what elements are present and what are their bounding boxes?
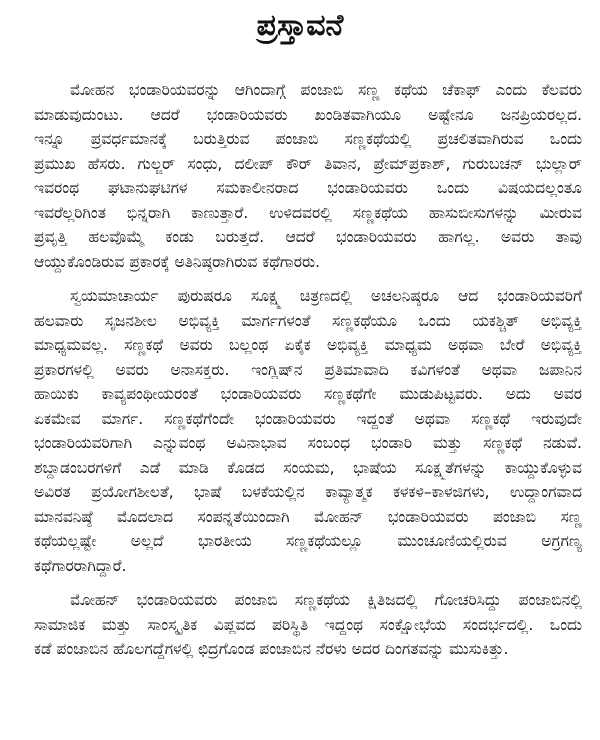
text-line: ಮಾಡುವುದುಂಟು. ಆದರೆ ಭಂಡಾರಿಯವರು ಖಂಡಿತವಾಗಿಯೂ ಅಷ್ಟೇನೂ ಜನಪ್ರಿಯರಲ್ಲದ. bbox=[34, 105, 582, 124]
text-line: ಆಯ್ದುಕೊಂಡಿರುವ ಪ್ರಕಾರಕ್ಕೆ ಅತಿನಿಷ್ಠರಾಗಿರುವ ಕಥೆಗಾರರು. bbox=[34, 252, 321, 271]
text-line: ಏಕಮೇವ ಮಾರ್ಗ. ಸಣ್ಣಕಥೆಗೆಂದೇ ಭಂಡಾರಿಯವರು ಇದ್ದಂತೆ ಅಥವಾ ಸಣ್ಣಕಥೆ ಇರುವುದೇ bbox=[34, 409, 582, 428]
text-line: ಸ್ವಯಮಾಚಾರ್ಯ ಪುರುಷರೂ ಸೂಕ್ಷ್ಮ ಚಿತ್ರಣದಲ್ಲಿ ಅಚಲನಿಷ್ಠರೂ ಆದ ಭಂಡಾರಿಯವರಿಗೆ bbox=[70, 287, 582, 305]
text-line: ಕಡೆ ಪಂಜಾಬಿನ ಹೊಲಗದ್ದೆಗಳಲ್ಲಿ ಛಿದ್ರಗೊಂಡ ಪಂಜಾಬಿನ ನೆರಳು ಅದರ ದಿಂಗತವನ್ನು ಮುಸುಕಿತ್ತು. bbox=[34, 640, 509, 658]
text-line: ಅವಿರತ ಪ್ರಯೋಗಶೀಲತೆ, ಭಾಷೆ ಬಳಕೆಯಲ್ಲಿನ ಕಾವ್ಯಾತ್ಮಕ ಕಳಕಳಿ–ಕಾಳಜಿಗಳು, ಉದ್ದಾಂಗವಾದ bbox=[34, 483, 582, 501]
paragraph bbox=[34, 78, 582, 274]
text-line: ಮೋಹನ ಭಂಡಾರಿಯವರನ್ನು ಆಗಿಂದಾಗ್ಗೆ ಪಂಜಾಬಿ ಸಣ್ಣ ಕಥೆಯ ಚೆಕಾಫ್ ಎಂದು ಕೆಲವರು bbox=[70, 81, 582, 99]
text-line: ಇವರಂಥ ಘಟಾನುಘಟಿಗಳ ಸಮಕಾಲೀನರಾದ ಭಂಡಾರಿಯವರು ಒಂದು ವಿಷಯದಲ್ಲಂತೂ bbox=[34, 179, 582, 197]
text-line: ಕಥೆಗಾರರಾಗಿದ್ದಾರೆ. bbox=[34, 556, 127, 575]
text-line: ಪ್ರಕಾರಗಳಲ್ಲಿ ಅವರು ಅನಾಸಕ್ತರು. ಇಂಗ್ಲಿಷ್‌ನ ಪ್ರತಿಮಾವಾದಿ ಕವಿಗಳಂತೆ ಅಥವಾ ಜಪಾನಿನ bbox=[34, 360, 582, 379]
text-line: ಮೋಹನ್ ಭಂಡಾರಿಯವರು ಪಂಜಾಬಿ ಸಣ್ಣಕಥೆಯ ಕ್ಷಿತಿಜದಲ್ಲಿ ಗೋಚರಿಸಿದ್ದು ಪಂಜಾಬಿನಲ್ಲಿ bbox=[70, 591, 582, 609]
text-line: ಹಾಯಿಕು ಕಾವ್ಯಪಂಥೀಯರಂತೆ ಭಂಡಾರಿಯವರು ಸಣ್ಣಕಥೆಗೇ ಮುಡುಪಿಟ್ಟವರು. ಅದು ಅವರ bbox=[34, 385, 582, 403]
text-line: ಇವರೆಲ್ಲರಿಗಿಂತ ಭಿನ್ನರಾಗಿ ಕಾಣುತ್ತಾರೆ. ಉಳಿದವರಲ್ಲಿ ಸಣ್ಣಕಥೆಯ ಹಾಸುಬೀಸುಗಳನ್ನು ಮೀರುವ bbox=[34, 203, 582, 222]
text-line: ಭಂಡಾರಿಯವರಿಗಾಗಿ ಎನ್ನುವಂಥ ಅವಿನಾಭಾವ ಸಂಬಂಧ ಭಂಡಾರಿ ಮತ್ತು ಸಣ್ಣಕಥೆ ನಡುವೆ. bbox=[34, 434, 582, 452]
paragraph bbox=[34, 284, 582, 578]
body-text bbox=[34, 78, 582, 662]
page-title: ಪ್ರಸ್ತಾವನೆ bbox=[256, 8, 344, 43]
text-line: ಶಬ್ದಾಡಂಬರಗಳಿಗೆ ಎಡೆ ಮಾಡಿ ಕೊಡದ ಸಂಯಮ, ಭಾಷೆಯ ಸೂಕ್ಷ್ಮತೆಗಳನ್ನು ಕಾಯ್ದುಕೊಳ್ಳುವ bbox=[34, 458, 582, 477]
paragraph bbox=[34, 588, 582, 662]
text-line: ಮಾಧ್ಯಮವಲ್ಲ. ಸಣ್ಣಕಥೆ ಅವರು ಬಲ್ಲಂಥ ಏಕೈಕ ಅಭಿವ್ಯಕ್ತಿ ಮಾಧ್ಯಮ ಅಥವಾ ಬೇರೆ ಅಭಿವ್ಯಕ್ತಿ bbox=[34, 336, 582, 354]
text-line: ಸಾಮಾಜಿಕ ಮತ್ತು ಸಾಂಸ್ಕೃತಿಕ ವಿಪ್ಲವದ ಪರಿಸ್ಥಿತಿ ಇದ್ದಂಥ ಸಂಕ್ಷೋಭೆಯ ಸಂದರ್ಭದಲ್ಲಿ. ಒಂದು bbox=[34, 615, 582, 634]
text-line: ಇನ್ನೂ ಪ್ರವರ್ಧಮಾನಕ್ಕೆ ಬರುತ್ತಿರುವ ಪಂಜಾಬಿ ಸಣ್ಣಕಥೆಯಲ್ಲಿ ಪ್ರಚಲಿತವಾಗಿರುವ ಒಂದು bbox=[34, 130, 582, 148]
paragraph-gap bbox=[34, 578, 582, 588]
text-line: ಪ್ರವೃತ್ತಿ ಹಲವೊಮ್ಮೆ ಕಂಡು ಬರುತ್ತದೆ. ಆದರೆ ಭಂಡಾರಿಯವರು ಹಾಗಲ್ಲ. ಅವರು ತಾವು bbox=[34, 228, 582, 246]
text-line: ಕಥೆಯಲ್ಲಷ್ಟೇ ಅಲ್ಲದೆ ಭಾರತೀಯ ಸಣ್ಣಕಥೆಯಲ್ಲೂ ಮುಂಚೂಣಿಯಲ್ಲಿರುವ ಅಗ್ರಗಣ್ಯ bbox=[34, 532, 582, 550]
text-line: ಮಾನವನಿಷ್ಠೆ ಮೊದಲಾದ ಸಂಪನ್ನತೆಯಿಂದಾಗಿ ಮೋಹನ್ ಭಂಡಾರಿಯವರು ಪಂಜಾಬಿ ಸಣ್ಣ bbox=[34, 507, 582, 526]
text-line: ಹಲವಾರು ಸೃಜನಶೀಲ ಅಭಿವ್ಯಕ್ತಿ ಮಾರ್ಗಗಳಂತೆ ಸಣ್ಣಕಥೆಯೂ ಒಂದು ಯಕಶ್ಚಿತ್ ಅಭಿವ್ಯಕ್ತಿ bbox=[34, 311, 582, 330]
paragraph-gap bbox=[34, 274, 582, 284]
text-line: ಪ್ರಮುಖ ಹೆಸರು. ಗುಲ್ಜರ್ ಸಂಧು, ದಲೀಪ್ ಕೌರ್ ತಿವಾನ, ಪ್ರೇಮ್‌ಪ್ರಕಾಶ್, ಗುರುಬಚನ್ ಭುಲ್ಲಾರ್ bbox=[34, 154, 582, 173]
